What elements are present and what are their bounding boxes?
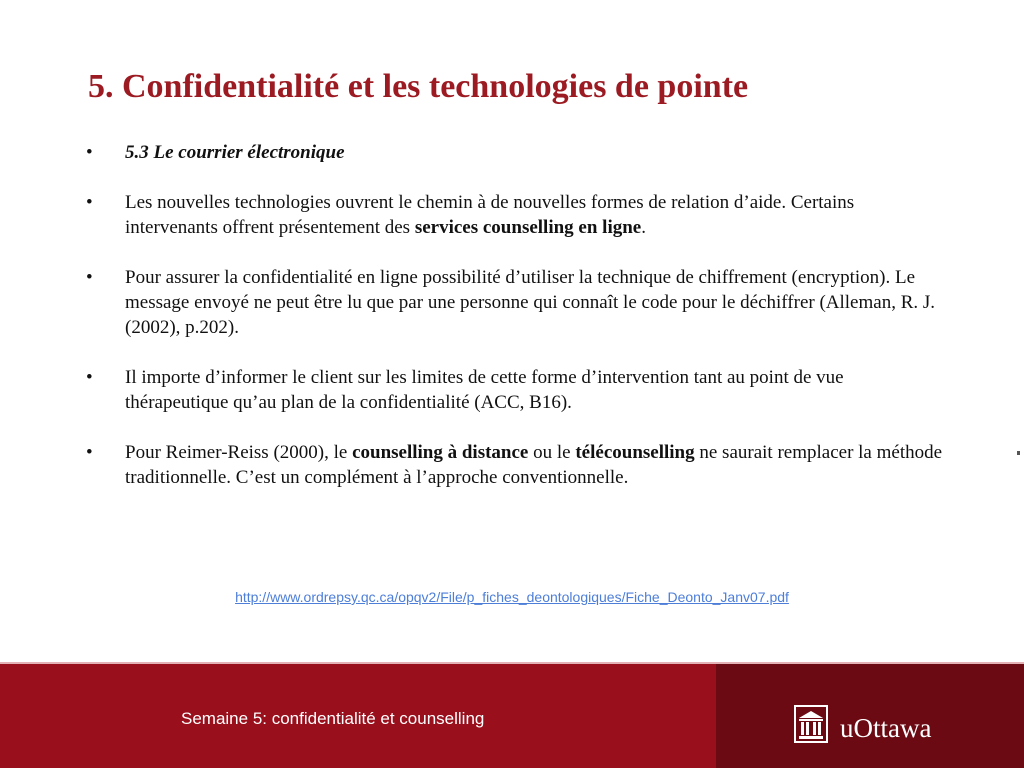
bullet-text: Pour Reimer-Reiss (2000), le — [125, 442, 353, 463]
bullet-list — [86, 140, 946, 515]
bullet-marker: • — [86, 192, 93, 213]
bullet-text: Les nouvelles technologies ouvrent le chemin à de nouvelles formes de relation d’aide. Certains intervenants offrent présentement des — [125, 192, 855, 238]
slide-title: 5. Confidentialité et les technologies de pointe — [88, 68, 749, 105]
footer-bar — [0, 664, 1024, 768]
logo-panel — [716, 664, 1024, 768]
bullet-item — [86, 140, 946, 165]
bullet-item — [86, 265, 946, 340]
edge-mark — [1017, 451, 1020, 455]
reference-link[interactable]: http://www.ordrepsy.qc.ca/opqv2/File/p_fiches_deontologiques/Fiche_Deonto_Janv07.pdf — [235, 589, 789, 605]
bullet-text: Il importe d’informer le client sur les limites de cette forme d’intervention tant au point de vue thérapeutique qu’au plan de la confidentialité (ACC, B16). — [125, 367, 844, 413]
bullet-text: télécounselling — [575, 442, 695, 463]
university-building-icon — [794, 705, 828, 743]
bullet-marker: • — [86, 442, 93, 463]
bullet-item — [86, 190, 946, 240]
bullet-text: 5.3 Le courrier électronique — [125, 142, 345, 163]
bullet-item — [86, 365, 946, 415]
bullet-marker: • — [86, 267, 93, 288]
footer-text: Semaine 5: confidentialité et counselling — [181, 709, 485, 728]
bullet-text: counselling à distance — [352, 442, 529, 463]
bullet-item — [86, 440, 946, 490]
logo-wordmark: uOttawa — [840, 713, 932, 743]
bullet-marker: • — [86, 142, 93, 163]
reference-link-line — [0, 587, 1024, 607]
bullet-text: Pour assurer la confidentialité en ligne possibilité d’utiliser la technique de chiffrement (encryption). Le message envoyé ne peut être lu que par une personne qui connaît le code pour le déchiffrer (Alleman, R. J.(2002), p.202). — [125, 267, 936, 338]
bullet-marker: • — [86, 367, 93, 388]
bullet-text: ne saurait remplacer la méthode traditionnelle. C’est un complément à l’approche conventionnelle. — [125, 442, 943, 488]
bullet-text: . — [641, 217, 646, 238]
bullet-text: services counselling en ligne — [414, 217, 642, 238]
bullet-text: ou le — [528, 442, 576, 463]
